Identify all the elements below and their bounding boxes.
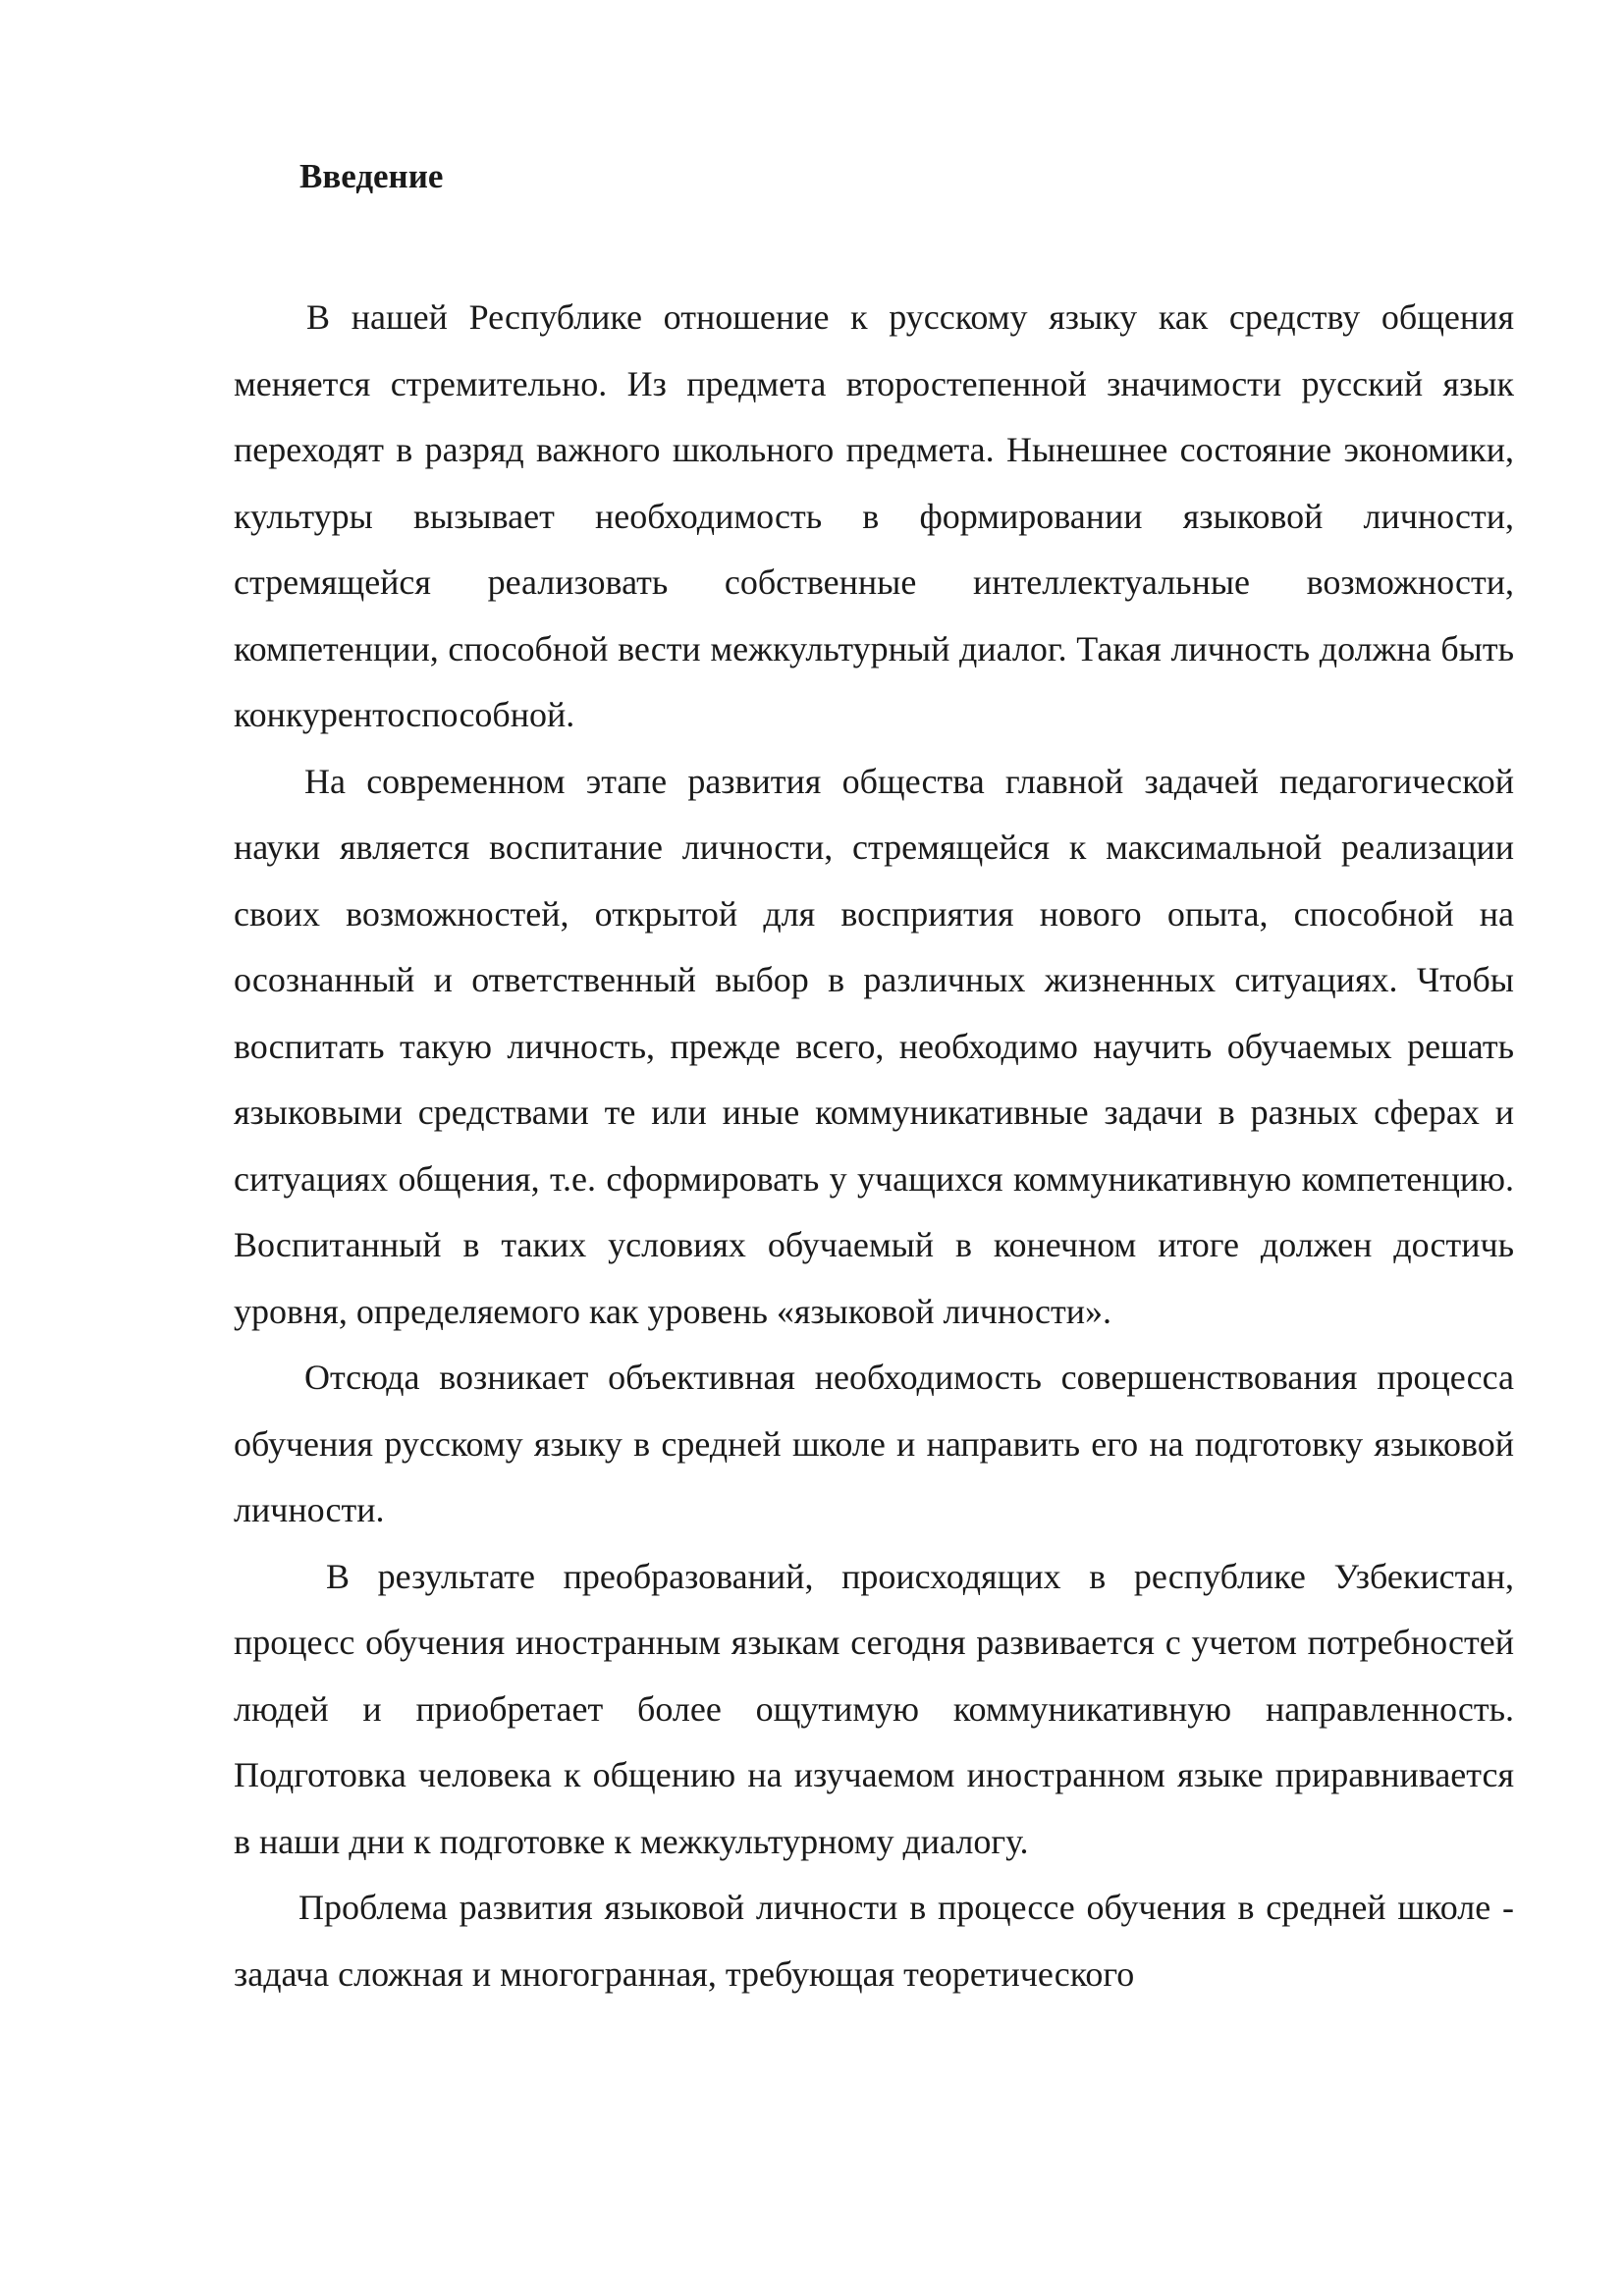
- paragraph-1: В нашей Республике отношение к русскому языку как средству общения меняется стремительно. Из предмета второстепенной значимости русский язык переходят в разряд важного школьного предмета. Нынешнее состояние экономики, культуры вызывает необходимость в формировании языковой личности, стремящейся реализовать собственные интеллектуальные возможности, компетенции, способной вести межкультурный диалог. Такая личность должна быть конкурентоспособной.: [234, 297, 1514, 734]
- paragraph-5: Проблема развития языковой личности в процессе обучения в средней школе - задача сложная и многогранная, требующая теоретического: [234, 1888, 1514, 1994]
- document-body: [234, 285, 1514, 2007]
- page-title: Введение: [299, 157, 444, 195]
- paragraph-3: Отсюда возникает объективная необходимость совершенствования процесса обучения русскому языку в средней школе и направить его на подготовку языковой личности.: [234, 1358, 1514, 1529]
- paragraph-2: На современном этапе развития общества главной задачей педагогической науки является воспитание личности, стремящейся к максимальной реализации своих возможностей, открытой для восприятия нового опыта, способной на осознанный и ответственный выбор в различных жизненных ситуациях. Чтобы воспитать такую личность, прежде всего, необходимо научить обучаемых решать языковыми средствами те или иные коммуникативные задачи в разных сферах и ситуациях общения, т.е. сформировать у учащихся коммуникативную компетенцию. Воспитанный в таких условиях обучаемый в конечном итоге должен достичь уровня, определяемого как уровень «языковой личности».: [234, 761, 1514, 1331]
- paragraph-4: В результате преобразований, происходящих в республике Узбекистан, процесс обучения иностранным языкам сегодня развивается с учетом потребностей людей и приобретает более ощутимую коммуникативную направленность. Подготовка человека к общению на изучаемом иностранном языке приравнивается в наши дни к подготовке к межкультурному диалогу.: [234, 1556, 1514, 1861]
